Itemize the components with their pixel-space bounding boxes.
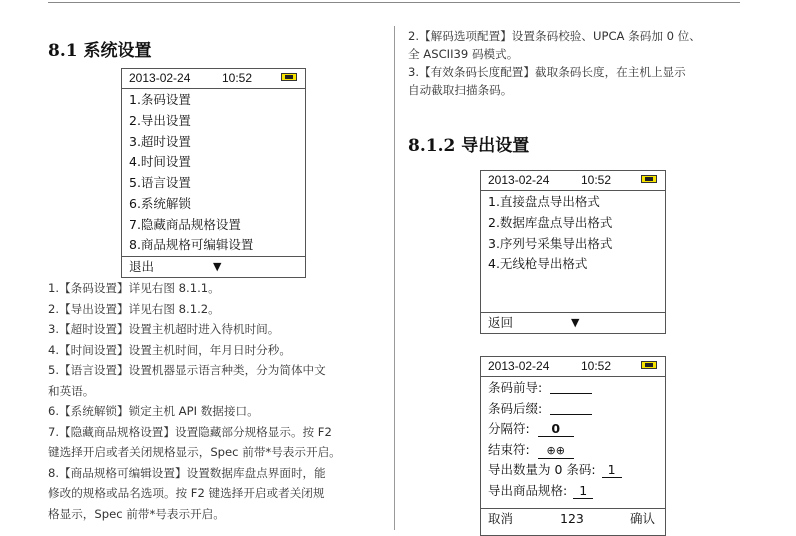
screen-footer <box>481 508 665 529</box>
status-date: 2013-02-24 <box>129 71 191 85</box>
note-line: 格显示，Spec 前带*号表示开启。 <box>48 506 225 521</box>
column-divider <box>394 26 395 530</box>
separator-row <box>481 419 665 440</box>
screen-status-bar <box>481 357 665 377</box>
note-line: 和英语。 <box>48 383 95 398</box>
device-screen-export-format <box>480 356 666 536</box>
menu-item-wireless-gun-format[interactable]: 4.无线枪导出格式 <box>488 256 588 272</box>
suffix-input[interactable] <box>550 401 592 415</box>
screen-footer <box>122 256 305 277</box>
confirm-button[interactable]: 确认 <box>629 511 655 526</box>
note-line: 4.【时间设置】设置主机时间，年月日时分秒。 <box>48 342 291 357</box>
status-date: 2013-02-24 <box>488 173 550 187</box>
note-line: 6.【系统解锁】锁定主机 API 数据接口。 <box>48 404 259 418</box>
zero-quantity-row <box>481 460 665 481</box>
terminator-row <box>481 440 665 461</box>
note-line: 8.【商品规格可编辑设置】设置数据库盘点界面时，能 <box>48 465 326 480</box>
screen-status-bar <box>481 171 665 191</box>
suffix-label: 条码后缀: <box>488 400 543 416</box>
note-line: 自动截取扫描条码。 <box>408 83 513 97</box>
note-line: 3.【有效条码长度配置】截取条码长度，在主机上显示 <box>408 65 686 79</box>
back-button[interactable]: 返回 <box>488 315 514 330</box>
note-line: 修改的规格或品名选项。按 F2 键选择开启或者关闭规 <box>48 486 325 500</box>
menu-item-barcode-settings[interactable]: 1.条码设置 <box>129 92 191 107</box>
spec-row <box>481 481 665 502</box>
status-time: 10:52 <box>581 359 612 373</box>
prefix-row <box>481 378 665 399</box>
menu-item-editable-spec[interactable]: 8.商品规格可编辑设置 <box>129 237 254 253</box>
note-line: 键选择开启或者关闭规格显示，Spec 前带*号表示开启。 <box>48 445 341 459</box>
battery-icon <box>641 175 657 183</box>
battery-icon <box>281 73 297 81</box>
note-line: 5.【语言设置】设置机器显示语言种类，分为简体中文 <box>48 363 326 377</box>
device-screen-export-settings <box>480 170 666 334</box>
menu-item-timeout-settings[interactable]: 3.超时设置 <box>129 133 191 149</box>
zero-quantity-input[interactable]: 1 <box>602 463 622 478</box>
section-title-export-settings: 8.1.2 导出设置 <box>408 136 530 156</box>
note-line: 全 ASCII39 码模式。 <box>408 47 519 61</box>
status-time: 10:52 <box>581 173 612 187</box>
note-line: 3.【超时设置】设置主机超时进入待机时间。 <box>48 322 280 336</box>
menu-item-hide-spec[interactable]: 7.隐藏商品规格设置 <box>129 216 241 232</box>
zero-quantity-label: 导出数量为 0 条码: <box>488 462 596 477</box>
note-line: 2.【解码选项配置】设置条码校验、UPCA 条码加 0 位、 <box>408 29 701 43</box>
system-settings-notes <box>48 278 383 524</box>
exit-button[interactable]: 退出 <box>129 259 155 274</box>
menu-item-direct-count-format[interactable]: 1.直接盘点导出格式 <box>488 194 600 209</box>
screen-status-bar <box>122 69 305 89</box>
suffix-row <box>481 399 665 420</box>
menu-item-serial-capture-format[interactable]: 3.序列号采集导出格式 <box>488 235 613 251</box>
terminator-label: 结束符: <box>488 441 530 457</box>
spec-label: 导出商品规格: <box>488 482 568 498</box>
prefix-label: 条码前导: <box>488 380 543 395</box>
scroll-down-icon[interactable]: ▼ <box>571 316 580 329</box>
status-date: 2013-02-24 <box>488 359 550 373</box>
menu-item-system-unlock[interactable]: 6.系统解锁 <box>129 195 191 211</box>
decode-notes <box>408 27 744 99</box>
prefix-input[interactable] <box>550 380 592 394</box>
export-menu <box>481 191 665 275</box>
battery-icon <box>641 361 657 369</box>
status-time: 10:52 <box>222 71 253 85</box>
menu-item-language-settings[interactable]: 5.语言设置 <box>129 175 191 190</box>
spec-input[interactable]: 1 <box>573 484 593 499</box>
section-title-system-settings: 8.1 系统设置 <box>48 41 152 61</box>
separator-input[interactable]: 0 <box>538 422 574 437</box>
page-top-rule <box>48 2 740 3</box>
terminator-input[interactable]: ⊕⊕ <box>538 444 574 459</box>
input-mode-indicator[interactable]: 123 <box>560 511 584 526</box>
device-screen-system-settings <box>121 68 306 278</box>
note-line: 2.【导出设置】详见右图 8.1.2。 <box>48 301 220 316</box>
settings-menu <box>122 89 305 256</box>
cancel-button[interactable]: 取消 <box>488 511 514 526</box>
note-line: 7.【隐藏商品规格设置】设置隐藏部分规格显示。按 F2 <box>48 424 332 439</box>
menu-item-database-count-format[interactable]: 2.数据库盘点导出格式 <box>488 214 613 230</box>
menu-item-export-settings[interactable]: 2.导出设置 <box>129 112 191 128</box>
separator-label: 分隔符: <box>488 421 530 436</box>
screen-footer <box>481 312 665 333</box>
scroll-down-icon[interactable]: ▼ <box>213 260 222 273</box>
note-line: 1.【条码设置】详见右图 8.1.1。 <box>48 281 220 295</box>
menu-item-time-settings[interactable]: 4.时间设置 <box>129 154 191 170</box>
